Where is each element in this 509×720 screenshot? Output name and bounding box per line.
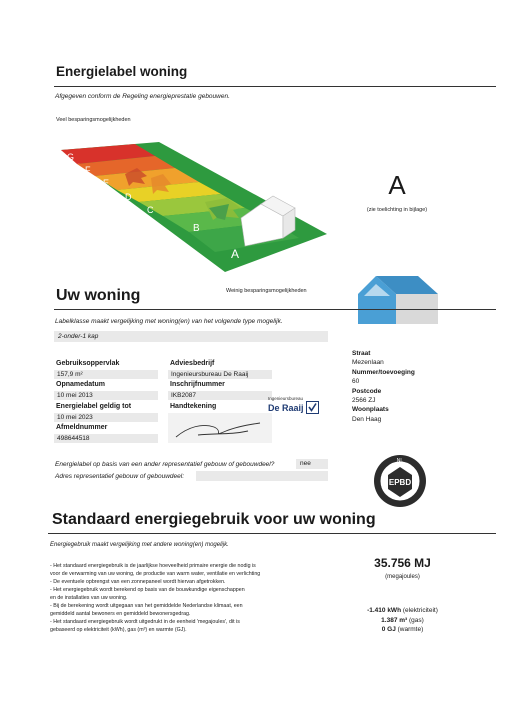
bullet-line: gemiddeld aantal bewoners en gemiddeld bewonersgedrag. <box>50 611 191 617</box>
sign-label: Handtekening <box>170 403 217 410</box>
bullet-line: - Bij de berekening wordt uitgegaan van het gemiddelde Nederlandse klimaat, een <box>50 603 243 609</box>
num-value: 60 <box>352 378 360 386</box>
energy-scale-graphic <box>55 138 335 278</box>
company-value: Ingenieursbureau De Raaij <box>171 371 249 378</box>
street-label: Straat <box>352 350 371 357</box>
heat-label: (warmte) <box>397 626 424 634</box>
section1-subtitle: Afgegeven conform de Regeling energieprestatie gebouwen. <box>55 93 230 100</box>
heat-value: 0 GJ <box>381 626 396 634</box>
house-blue-icon <box>356 270 440 326</box>
question1: Energielabel op basis van een ander representatief gebouw of gebouwdeel? <box>55 461 275 468</box>
letter-c: C <box>147 205 154 215</box>
reg-label: Inschrijfnummer <box>170 381 225 388</box>
answer1-field <box>296 459 328 469</box>
reg-field <box>168 391 272 400</box>
date-field <box>54 391 158 400</box>
address-block <box>352 349 472 424</box>
number-label: Afmeldnummer <box>56 424 108 431</box>
letter-f: F <box>85 165 91 175</box>
valid-value: 10 mei 2023 <box>57 414 93 421</box>
answer2-field <box>196 471 328 481</box>
epbd-seal-icon <box>372 453 428 509</box>
type-field <box>54 331 328 342</box>
letter-b: B <box>193 223 200 234</box>
date-value: 10 mei 2013 <box>57 392 93 399</box>
number-field <box>54 434 158 443</box>
elec-label: (elektriciteit) <box>402 607 438 614</box>
letter-e: E <box>103 178 110 188</box>
valid-field <box>54 413 158 422</box>
label-class: A <box>388 170 406 200</box>
area-field <box>54 370 158 379</box>
letter-a: A <box>231 247 240 261</box>
bullet-line: - De eventuele opbrengst van een zonnepaneel wordt hiervan afgetrokken. <box>50 579 226 585</box>
energy-breakdown <box>340 606 465 635</box>
city-value: Den Haag <box>352 415 382 423</box>
type-value: 2-onder-1 kap <box>58 333 99 340</box>
bottom-caption: Weinig besparingsmogelijkheden <box>226 288 307 294</box>
total-unit: (megajoules) <box>385 574 420 580</box>
section2-title: Uw woning <box>56 287 141 304</box>
signature-scribble <box>168 413 272 443</box>
section3-title: Standaard energiegebruik voor uw woning <box>52 511 376 528</box>
elec-value: -1.410 kWh <box>367 607 402 614</box>
section3-subtitle: Energiegebruik maakt vergelijking met andere woning(en) mogelijk. <box>50 542 229 548</box>
letter-d: D <box>125 192 132 202</box>
question2: Adres representatief gebouw of gebouwdeel: <box>55 473 185 480</box>
section3-rule <box>48 533 496 534</box>
city-label: Woonplaats <box>352 406 389 414</box>
logo-check-icon <box>306 401 319 414</box>
seal-text: EPBD <box>388 478 412 487</box>
company-field <box>168 370 272 379</box>
signature-box <box>168 413 272 443</box>
company-logo <box>268 396 340 414</box>
bullet-line: - Het energiegebruik wordt berekend op basis van de bouwkundige eigenschappen <box>50 587 245 593</box>
area-value: 157,9 m² <box>57 371 83 378</box>
number-value: 498644518 <box>57 435 90 442</box>
seal-top-text: NL <box>396 458 404 464</box>
bullet-line: - Het standaard energiegebruik wordt uitgedrukt in de eenheid 'megajoules', dit is <box>50 619 240 625</box>
zip-value: 2566 ZJ <box>352 397 376 405</box>
top-caption: Veel besparingsmogelijkheden <box>56 117 131 123</box>
answer1-value: nee <box>300 460 311 467</box>
reg-value: IKB2087 <box>171 392 196 399</box>
label-note: (zie toelichting in bijlage) <box>366 207 428 213</box>
num-label: Nummer/toevoeging <box>352 368 415 376</box>
bullet-line: voor de verwarming van uw woning, de productie van warm water, ventilatie en verlichting <box>50 571 261 577</box>
section2-rule <box>54 309 496 310</box>
bullet-line: - Het standaard energiegebruik is de jaarlijkse hoeveelheid primaire energie die nodig is <box>50 563 256 569</box>
gas-label: (gas) <box>409 616 424 624</box>
section2-subtitle: Labelklasse maakt vergelijking met woning(en) van het volgende type mogelijk. <box>55 318 283 325</box>
bullet-line: gebaseerd op elektriciteit (kWh), gas (m³) en warmte (GJ). <box>50 627 187 633</box>
total-energy: 35.756 MJ <box>374 556 431 570</box>
bullet-line: en de installaties van uw woning. <box>50 595 128 601</box>
company-label: Adviesbedrijf <box>170 360 215 367</box>
section1-rule <box>54 86 496 87</box>
area-label: Gebruiksoppervlak <box>56 360 120 367</box>
letter-g: G <box>67 152 75 162</box>
date-label: Opnamedatum <box>56 381 106 388</box>
street-value: Mezenlaan <box>352 359 384 367</box>
explanation-list <box>48 562 316 634</box>
gas-value: 1.387 m³ <box>381 616 408 624</box>
valid-label: Energielabel geldig tot <box>56 403 132 410</box>
logo-main-text: De Raaij <box>268 402 304 413</box>
logo-small-text: Ingenieursbureau <box>268 396 304 401</box>
zip-label: Postcode <box>352 387 382 395</box>
section1-title: Energielabel woning <box>56 64 188 79</box>
